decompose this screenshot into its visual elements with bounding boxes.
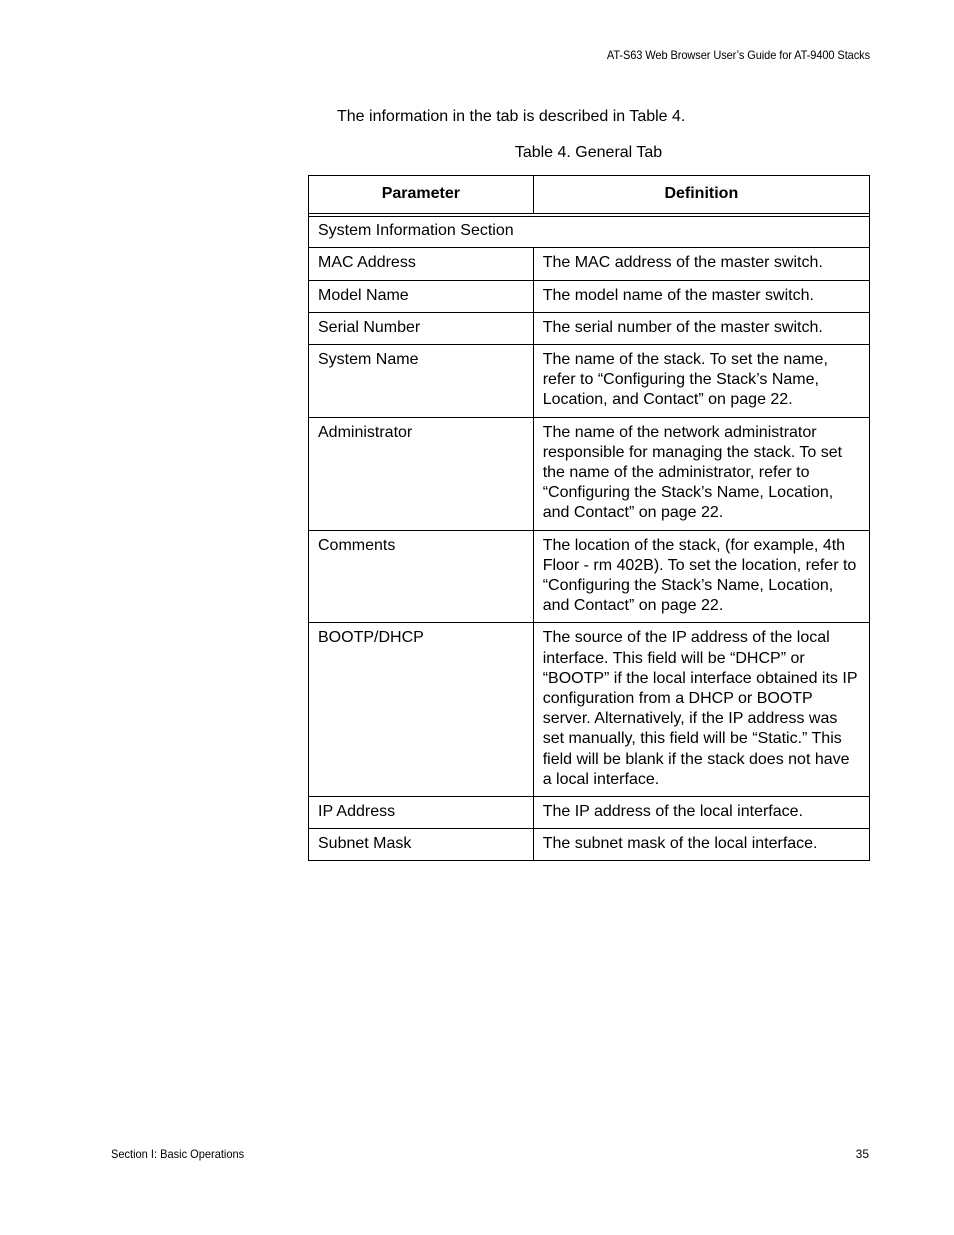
table-row <box>309 312 870 344</box>
parameter-cell: Model Name <box>309 280 534 312</box>
intro-paragraph: The information in the tab is described in Table 4. <box>337 108 686 125</box>
column-header-parameter: Parameter <box>309 176 534 214</box>
column-header-definition: Definition <box>533 176 869 214</box>
table-row <box>309 829 870 861</box>
general-tab-table <box>308 175 870 861</box>
table-caption: Table 4. General Tab <box>514 144 663 161</box>
table-row <box>309 797 870 829</box>
parameter-cell: Serial Number <box>309 312 534 344</box>
definition-cell: The location of the stack, (for example, 4th Floor - rm 402B). To set the location, refer to “Configuring the Stack’s Name, Location, and Contact” on page 22. <box>533 530 869 623</box>
section-row <box>309 217 870 248</box>
table-row <box>309 345 870 418</box>
parameter-cell: MAC Address <box>309 248 534 280</box>
parameter-cell: Subnet Mask <box>309 829 534 861</box>
parameter-cell: Administrator <box>309 417 534 530</box>
parameter-cell: Comments <box>309 530 534 623</box>
table-row <box>309 623 870 797</box>
parameter-cell: System Name <box>309 345 534 418</box>
definition-cell: The model name of the master switch. <box>533 280 869 312</box>
definition-cell: The serial number of the master switch. <box>533 312 869 344</box>
definition-cell: The name of the stack. To set the name, refer to “Configuring the Stack’s Name, Location, and Contact” on page 22. <box>533 345 869 418</box>
table-row <box>309 417 870 530</box>
definition-cell: The MAC address of the master switch. <box>533 248 869 280</box>
table-row <box>309 530 870 623</box>
definition-cell: The name of the network administrator responsible for managing the stack. To set the name of the administrator, refer to “Configuring the Stack’s Name, Location, and Contact” on page 22. <box>533 417 869 530</box>
table-row <box>309 248 870 280</box>
footer-page-number: 35 <box>855 1147 869 1161</box>
definition-cell: The source of the IP address of the local interface. This field will be “DHCP” or “BOOTP” if the local interface obtained its IP configuration from a DHCP or BOOTP server. Alternatively, if the IP address was set manually, this field will be “Static.” This field will be blank if the stack does not have a local interface. <box>533 623 869 797</box>
parameter-cell: IP Address <box>309 797 534 829</box>
footer-section-label: Section I: Basic Operations <box>111 1147 245 1161</box>
parameter-cell: BOOTP/DHCP <box>309 623 534 797</box>
running-header: AT-S63 Web Browser User’s Guide for AT-9400 Stacks <box>606 48 870 62</box>
table-header-row <box>309 176 870 214</box>
table-row <box>309 280 870 312</box>
section-title: System Information Section <box>309 217 870 248</box>
definition-cell: The subnet mask of the local interface. <box>533 829 869 861</box>
definition-cell: The IP address of the local interface. <box>533 797 869 829</box>
